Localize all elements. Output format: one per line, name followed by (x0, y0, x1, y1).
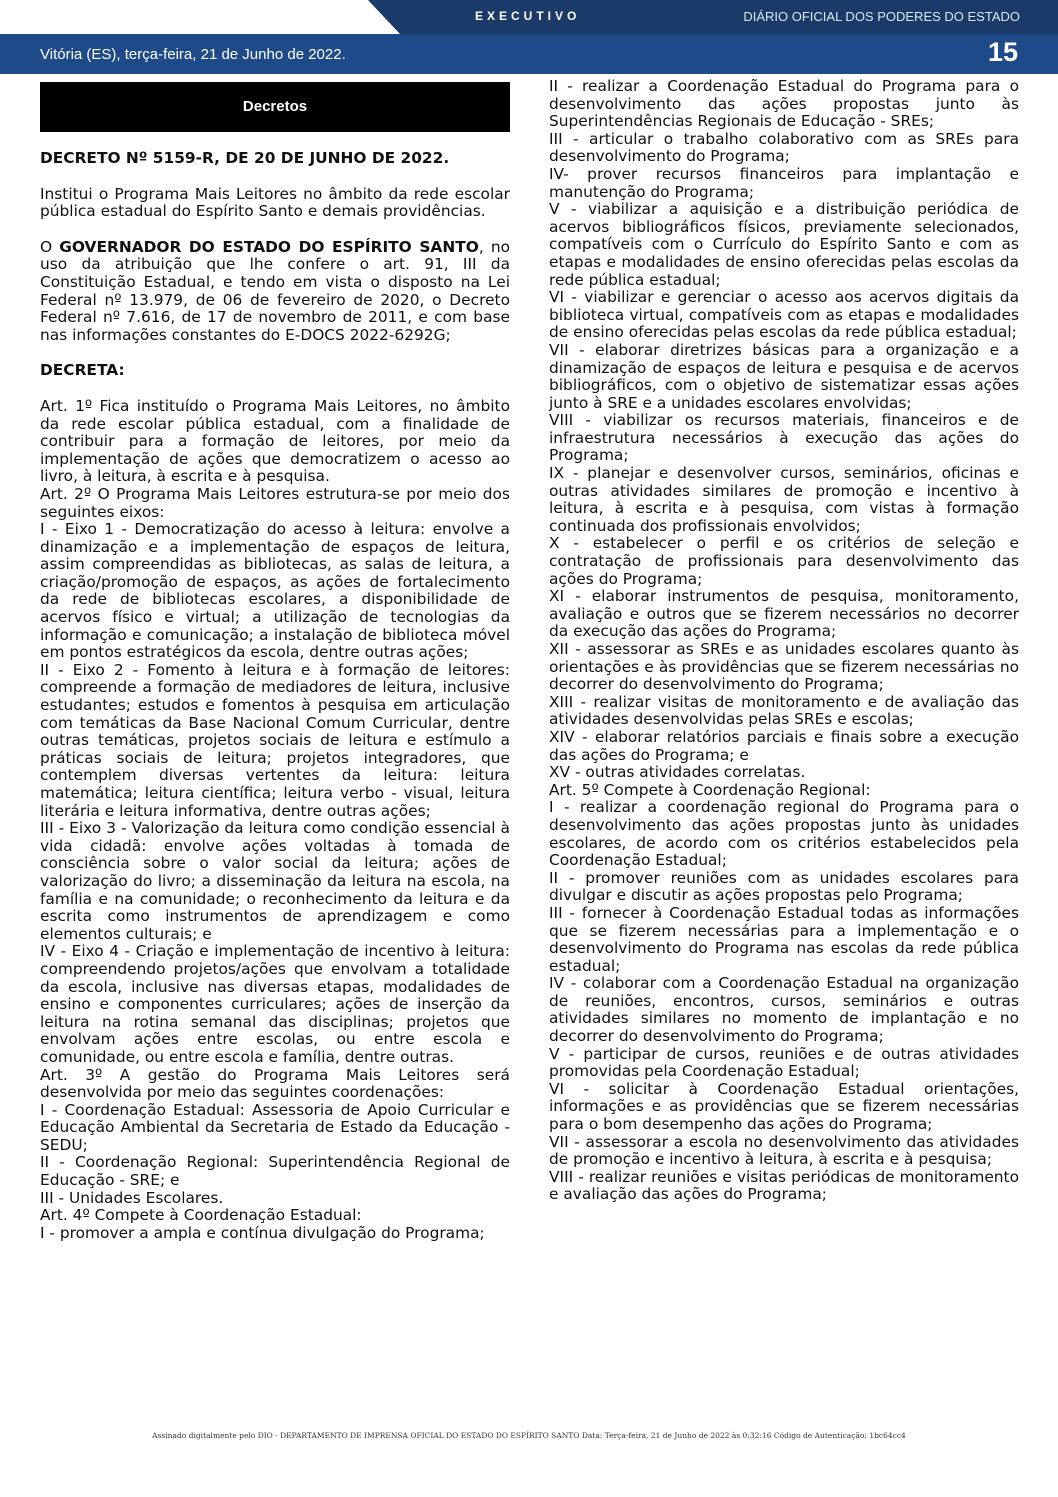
article-paragraph: Art. 4º Compete à Coordenação Estadual: (40, 1206, 362, 1225)
article-paragraph: II - Coordenação Regional: Superintendência Regional de Educação - SRE; e (40, 1153, 510, 1190)
decree-ementa: Institui o Programa Mais Leitores no âmbito da rede escolar pública estadual do Espírito Santo e demais providências. (40, 184, 510, 221)
left-column (40, 82, 510, 1242)
article-paragraph: I - Coordenação Estadual: Assessoria de Apoio Curricular e Educação Ambiental da Secretaria de Estado da Educação - SEDU; (40, 1100, 510, 1154)
article-paragraph: XV - outras atividades correlatas. (549, 763, 806, 782)
article-paragraph: II - Eixo 2 - Fomento à leitura e à formação de leitores: compreende a formação de mediadores de leitura, inclusive estudantes; estudos e fomentos à pesquisa em articulação com temáticas da Base Nacional Comum Curricular, dentre outras temáticas, projetos sociais de leitura e estímulo a práticas sociais de leitura; projetos integradores, que contemplem diversas vertentes da leitura: leitura matemática; leitura científica; leitura verbo - visual, leitura literária e leitura informativa, dentre outras ações; (40, 660, 510, 820)
article-paragraph: I - promover a ampla e contínua divulgação do Programa; (40, 1223, 485, 1242)
digital-signature-footer: Assinado digitalmente pelo DIO - DEPARTAMENTO DE IMPRENSA OFICIAL DO ESTADO DO ESPÍRITO SANTO Data: Terça-feira, 21 de Junho de 2022 às 0:32:16 Código de Autenticação: 1bc64cc4 (152, 1431, 906, 1440)
article-paragraph: VIII - viabilizar os recursos materiais, financeiros e de infraestrutura necessários à execução das ações do Programa; (549, 411, 1019, 465)
article-paragraph: Art. 2º O Programa Mais Leitores estrutura-se por meio dos seguintes eixos: (40, 484, 510, 521)
article-paragraph: II - realizar a Coordenação Estadual do Programa para o desenvolvimento das ações propostas junto às Superintendências Regionais de Educação - SREs; (549, 77, 1019, 131)
article-paragraph: XIII - realizar visitas de monitoramento e de avaliação das atividades desenvolvidas pelas SREs e escolas; (549, 692, 1019, 729)
preamble-rest: , no uso da atribuição que lhe confere o art. 91, III da Constituição Estadual, e tendo em vista o disposto na Lei Federal nº 13.979, de 06 de fevereiro de 2020, o Decreto Federal nº 7.616, de 17 de novembro de 2011, e com base nas informações constantes do E-DOCS 2022-6292G; (40, 237, 510, 344)
article-paragraph: Art. 1º Fica instituído o Programa Mais Leitores, no âmbito da rede escolar pública estadual, com a finalidade de contribuir para a formação de leitores, por meio da implementação de ações que democratizem o acesso ao livro, à leitura, à escrita e à pesquisa. (40, 396, 510, 486)
article-paragraph: IV - Eixo 4 - Criação e implementação de incentivo à leitura: compreendendo projetos/ações que envolvam a totalidade da escola, inclusive nas diversas etapas, modalidades de ensino e componentes curriculares; ações de inserção da leitura na rotina semanal das disciplinas; projetos que envolvam ações entre escolas, ou entre escola e comunidade, ou entre escola e família, dentre outras. (40, 942, 510, 1066)
header-bar (0, 0, 1058, 34)
article-paragraph: IV- prover recursos financeiros para implantação e manutenção do Programa; (549, 164, 1019, 201)
subheader-bar (0, 34, 1058, 74)
page-number: 15 (987, 37, 1018, 67)
preamble-governor: GOVERNADOR DO ESTADO DO ESPÍRITO SANTO (59, 237, 479, 256)
article-paragraph: III - Unidades Escolares. (40, 1188, 224, 1207)
section-heading-decretos: Decretos (40, 82, 510, 132)
article-paragraph: VII - elaborar diretrizes básicas para a organização e a dinamização de espaços de leitura e pesquisa e de acervos bibliográficos, com o objetivo de sistematizar essas ações junto à SRE e a unidades escolares envolvidas; (549, 340, 1019, 412)
article-paragraph: X - estabelecer o perfil e os critérios de seleção e contratação de profissionais para desenvolvimento das ações do Programa; (549, 534, 1019, 588)
article-paragraph: V - viabilizar a aquisição e a distribuição periódica de acervos bibliográficos físicos, previamente selecionados, compatíveis com o Currículo do Espírito Santo e com as etapas e modalidades de ensino oferecidas pelas escolas da rede pública estadual; (549, 200, 1019, 289)
article-paragraph: I - realizar a coordenação regional do Programa para o desenvolvimento das ações propostas junto às unidades escolares, de acordo com os critérios estabelecidos pela Coordenação Estadual; (549, 798, 1019, 870)
article-paragraph: XIV - elaborar relatórios parciais e finais sobre a execução das ações do Programa; e (549, 727, 1019, 764)
article-paragraph: II - promover reuniões com as unidades escolares para divulgar e discutir as ações propostas pelo Programa; (549, 868, 1019, 905)
article-paragraph: III - fornecer à Coordenação Estadual todas as informações que se fizerem necessárias para a implementação e o desenvolvimento do Programa nas escolas da rede pública estadual; (549, 903, 1019, 975)
decreta-label: DECRETA: (40, 361, 125, 380)
article-paragraph: V - participar de cursos, reuniões e de outras atividades promovidas pela Coordenação Estadual; (549, 1044, 1019, 1081)
article-paragraph: XII - assessorar as SREs e as unidades escolares quanto às orientações e às providências que se fizerem necessárias no decorrer do desenvolvimento do Programa; (549, 640, 1019, 694)
article-paragraph: VI - viabilizar e gerenciar o acesso aos acervos digitais da biblioteca virtual, compatíveis com as etapas e modalidades de ensino oferecidas pelas escolas da rede pública estadual; (549, 288, 1019, 342)
publication-title: DIÁRIO OFICIAL DOS PODERES DO ESTADO (743, 9, 1020, 24)
header-slant (0, 0, 400, 34)
article-paragraph: Art. 3º A gestão do Programa Mais Leitores será desenvolvida por meio das seguintes coordenações: (40, 1065, 510, 1102)
article-paragraph: III - articular o trabalho colaborativo com as SREs para desenvolvimento do Programa; (549, 129, 1019, 166)
decree-preamble (40, 239, 510, 345)
preamble-o: O (40, 237, 53, 256)
article-paragraph: IX - planejar e desenvolver cursos, seminários, oficinas e outras atividades similares de promoção e incentivo à leitura, à escrita e à pesquisa, com vistas à formação continuada dos profissionais envolvidos; (549, 464, 1019, 535)
decree-title: DECRETO Nº 5159-R, DE 20 DE JUNHO DE 2022. (40, 149, 450, 167)
section-label-executivo: EXECUTIVO (475, 9, 581, 23)
article-paragraph: I - Eixo 1 - Democratização do acesso à leitura: envolve a dinamização e a implementação de espaços de leitura, assim compreendidas as bibliotecas, as salas de leitura, a criação/promoção de espaços, as ações de fortalecimento da rede de bibliotecas escolares, a disponibilidade de acervos físico e virtual; a utilização de tecnologias da informação e comunicação; a instalação de biblioteca móvel em pontos estratégicos da escola, dentre outras ações; (40, 520, 510, 662)
article-paragraph: VIII - realizar reuniões e visitas periódicas de monitoramento e avaliação das ações do Programa; (549, 1167, 1019, 1204)
article-paragraph: Art. 5º Compete à Coordenação Regional: (549, 780, 871, 799)
article-paragraph: IV - colaborar com a Coordenação Estadual na organização de reuniões, encontros, cursos, seminários e outras atividades similares no momento de implantação e no decorrer do desenvolvimento do Programa; (549, 974, 1019, 1046)
article-paragraph: VII - assessorar a escola no desenvolvimento das atividades de promoção e incentivo à leitura, à escrita e à pesquisa; (549, 1132, 1019, 1169)
article-paragraph: III - Eixo 3 - Valorização da leitura como condição essencial à vida cidadã: envolve ações voltadas à tomada de consciência sobre o valor social da leitura; ações de valorização do livro; a disseminação da leitura na escola, na família e na comunidade; o reconhecimento da leitura e da escrita como instrumentos de aprendizagem e como elementos culturais; e (40, 819, 510, 943)
article-paragraph: VI - solicitar à Coordenação Estadual orientações, informações e as providências que se fizerem necessárias para o bom desempenho das ações do Programa; (549, 1079, 1019, 1134)
right-column (549, 78, 1019, 1204)
date-line: Vitória (ES), terça-feira, 21 de Junho de 2022. (40, 46, 346, 63)
article-paragraph: XI - elaborar instrumentos de pesquisa, monitoramento, avaliação e outros que se fizerem necessários no decorrer da execução das ações do Programa; (549, 587, 1019, 641)
